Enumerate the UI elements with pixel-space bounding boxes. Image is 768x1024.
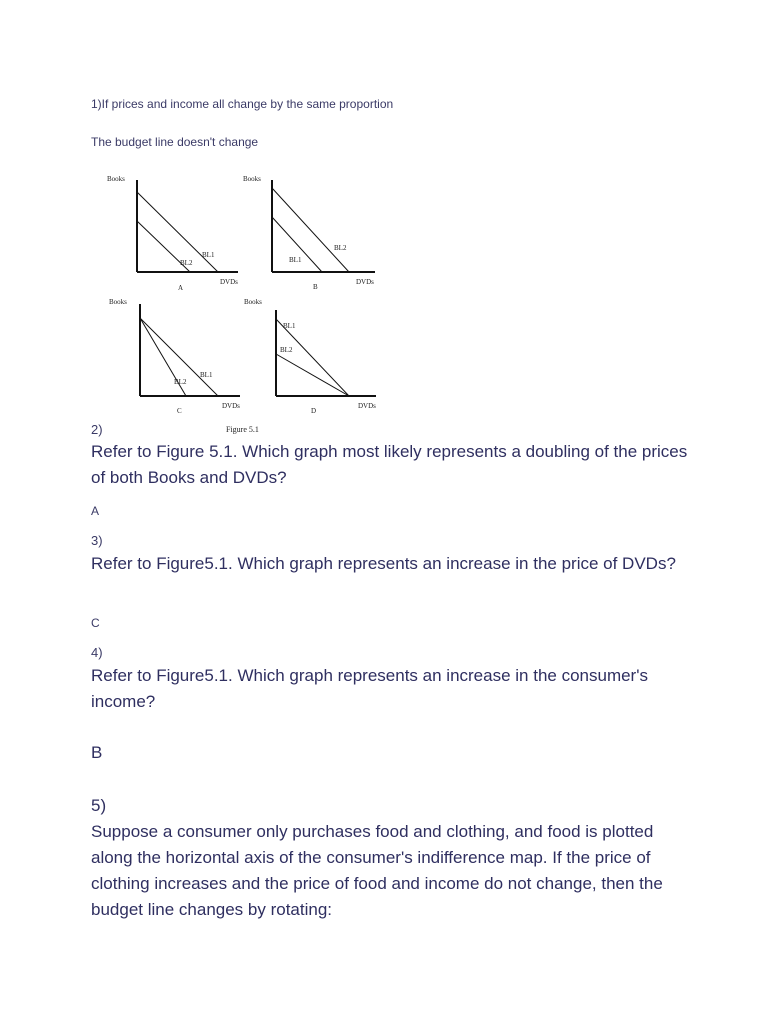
panel-a-x-label: DVDs [220,278,238,286]
question-4-number: 4) [91,645,103,660]
question-2-answer: A [91,504,100,518]
question-4-answer: B [91,743,103,762]
panel-a-bl2-label: BL2 [180,259,193,267]
panel-d-x-label: DVDs [358,402,376,410]
panel-a [107,175,238,292]
panel-b [243,175,375,291]
panel-c-x-label: DVDs [222,402,240,410]
question-3-answer: C [91,616,100,630]
panel-a-bl1-label: BL1 [202,251,215,259]
figure-caption: Figure 5.1 [226,425,259,434]
panel-b-letter: B [313,283,318,291]
panel-a-letter: A [178,284,184,292]
panel-d-bl1 [276,319,349,396]
panel-d-bl1-label: BL1 [283,322,296,330]
panel-c-letter: C [177,407,182,415]
panel-d-bl2-label: BL2 [280,346,293,354]
panel-a-y-label: Books [107,175,125,183]
panel-d [244,298,376,415]
question-5-text: Suppose a consumer only purchases food and clothing, and food is plotted along the horizontal axis of the consumer's indifference map. If the price of clothing increases and the price of food and income do not change, then the budget line changes by rotating: [91,822,663,919]
panel-b-bl1-label: BL1 [289,256,302,264]
panel-d-y-label: Books [244,298,262,306]
figure-5-1 [100,168,390,438]
panel-b-x-label: DVDs [356,278,374,286]
question-3-text: Refer to Figure5.1. Which graph represents an increase in the price of DVDs? [91,554,676,573]
panel-d-bl2 [276,354,349,396]
panel-d-letter: D [311,407,317,415]
panel-c-y-label: Books [109,298,127,306]
question-4-text: Refer to Figure5.1. Which graph represents an increase in the consumer's income? [91,666,648,711]
question-2-text: Refer to Figure 5.1. Which graph most likely represents a doubling of the prices of both Books and DVDs? [91,442,688,487]
question-5-number: 5) [91,796,107,815]
panel-b-y-label: Books [243,175,261,183]
question-1-text: 1)If prices and income all change by the same proportion [91,97,394,111]
question-3-number: 3) [91,533,103,548]
panel-c [109,298,240,415]
question-2-number: 2) [91,422,103,437]
panel-c-bl2-label: BL2 [174,378,187,386]
question-1-answer: The budget line doesn't change [91,135,259,149]
panel-c-bl1-label: BL1 [200,371,213,379]
panel-b-bl2-label: BL2 [334,244,347,252]
